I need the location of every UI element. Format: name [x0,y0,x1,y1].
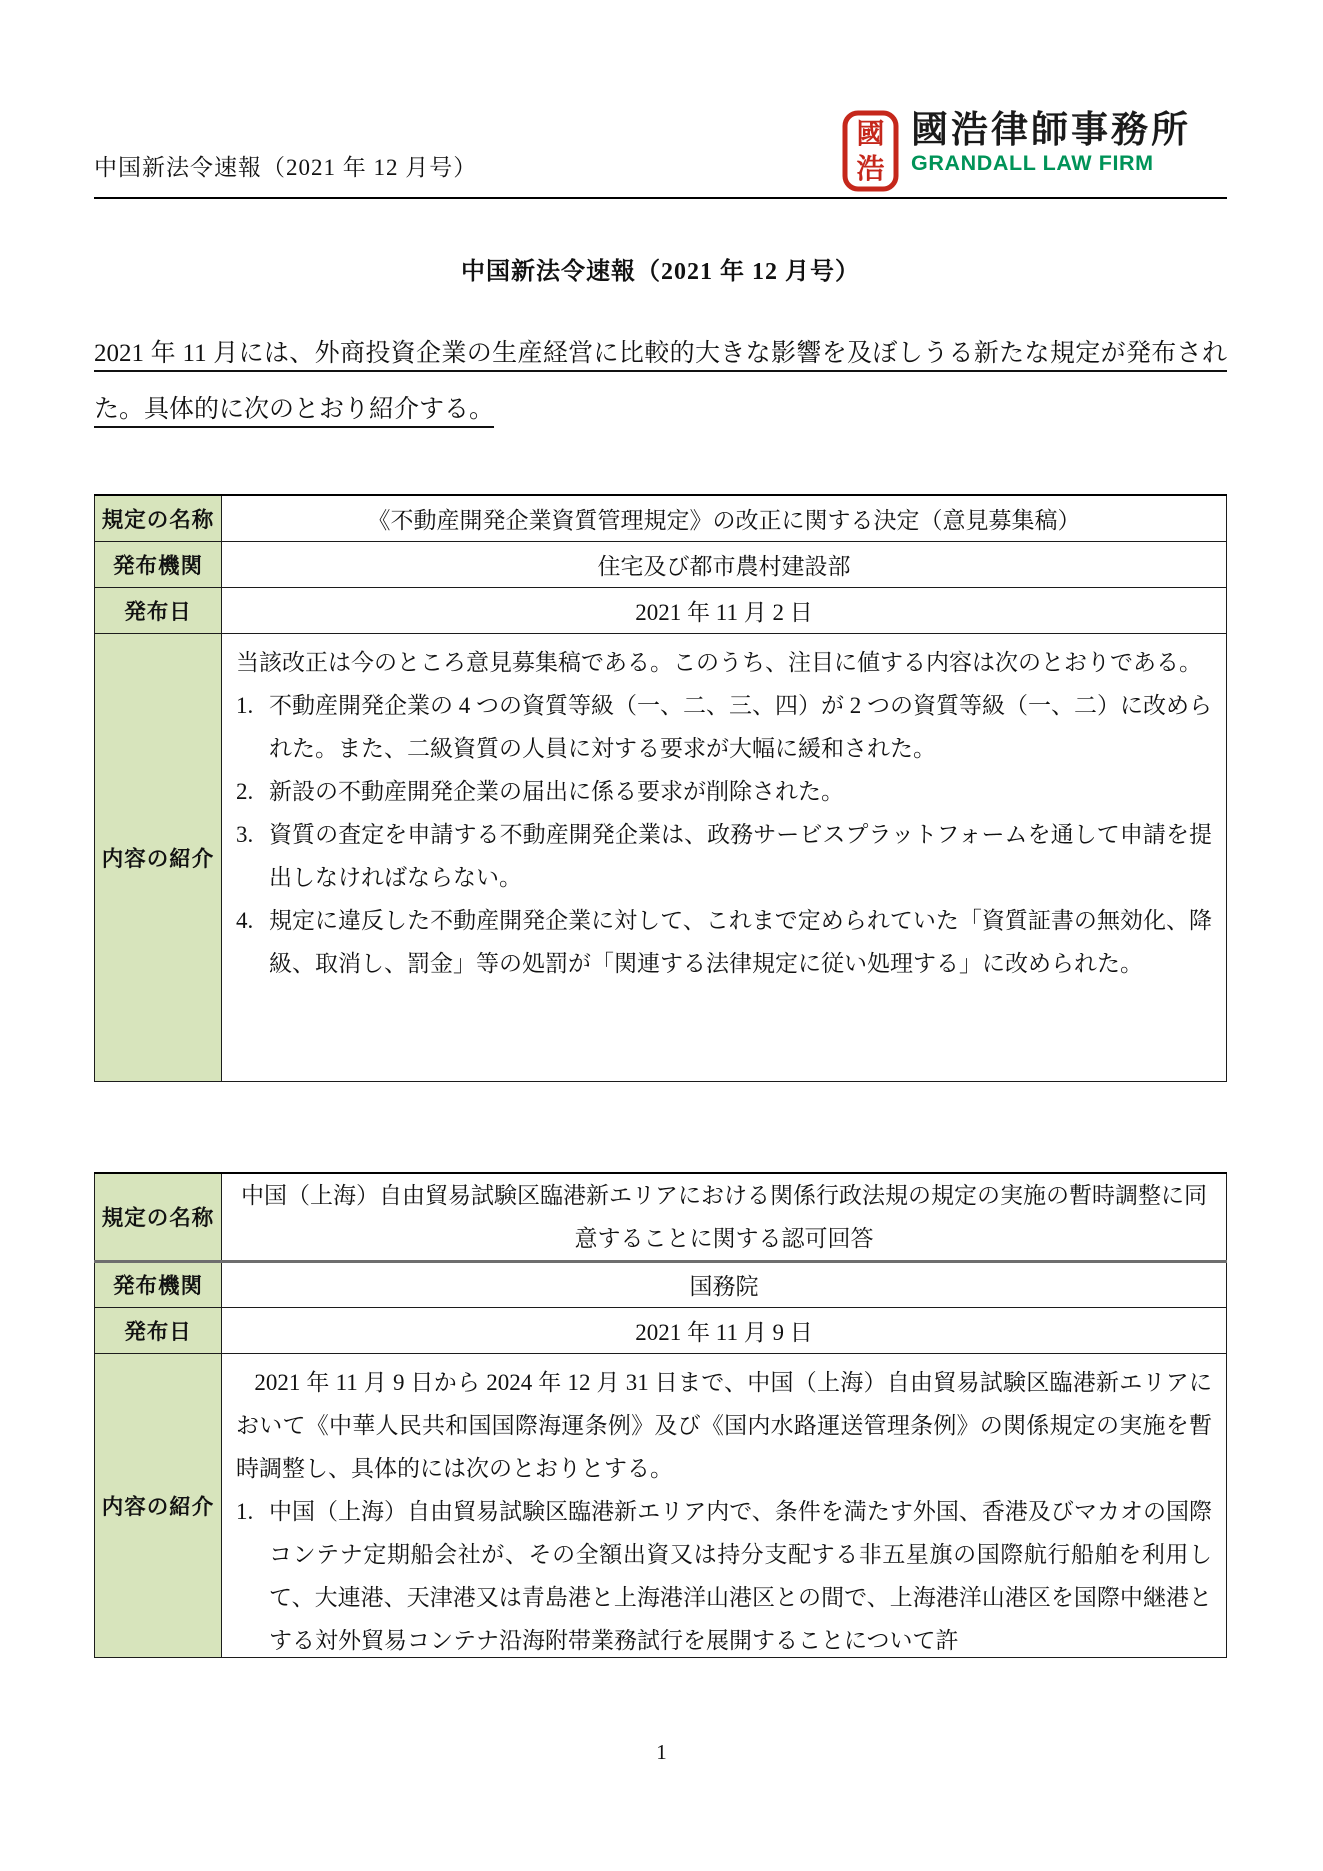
content-text-block [236,641,1212,1081]
firm-seal-icon [842,110,899,192]
field-label-regulation-name: 規定の名称 [95,1173,222,1262]
firm-name-en: GRANDALL LAW FIRM [911,150,1154,175]
content-intro-paragraph: 当該改正は今のところ意見募集稿である。このうち、注目に値する内容は次のとおりである。 [236,649,1202,675]
list-item [236,899,1212,985]
table-row [95,495,1227,541]
list-item [236,684,1212,770]
page-title: 中国新法令速報（2021 年 12 月号） [461,259,860,285]
firm-name-cjk: 國浩律師事務所 [911,109,1191,150]
list-item-number: 3. [236,821,254,847]
field-label-regulation-name: 規定の名称 [95,495,222,541]
list-item-text: 規定に違反した不動産開発企業に対して、これまで定められていた「資質証書の無効化、降級、取消し、罰金」等の処罰が「関連する法律規定に従い処理する」に改められた。 [269,907,1212,976]
seal-char-bottom: 浩 [856,154,885,185]
content-text-block [236,1361,1212,1657]
seal-char-top: 國 [856,119,885,150]
table-row [95,633,1227,1081]
list-item-number: 4. [236,907,254,933]
regulation-table-2 [94,1172,1227,1658]
table-row [95,541,1227,587]
field-label-issuing-agency: 発布機関 [95,1261,222,1307]
list-item-number: 2. [236,778,254,804]
field-value-content [222,633,1227,1081]
content-intro-paragraph: 2021 年 11 月 9 日から 2024 年 12 月 31 日まで、中国（上海）自由貿易試験区臨港新エリアにおいて《中華人民共和国国際海運条例》及び《国内水路運送管理条例》の関係規定の実施を暫時調整し、具体的には次のとおりとする。 [236,1369,1212,1481]
field-label-issue-date: 発布日 [95,1307,222,1353]
field-value-regulation-name: 《不動産開発企業資質管理規定》の改正に関する決定（意見募集稿） [222,495,1227,541]
intro-paragraph: 2021 年 11 月には、外商投資企業の生産経営に比較的大きな影響を及ぼしうる新たな規定が発布された。具体的に次のとおり紹介する。 [94,340,1227,423]
field-value-issuing-agency: 住宅及び都市農村建設部 [222,541,1227,587]
table-row [95,1307,1227,1353]
table-row [95,587,1227,633]
table-row [95,1353,1227,1657]
field-label-content: 内容の紹介 [95,1353,222,1657]
field-label-issue-date: 発布日 [95,587,222,633]
list-item [236,1490,1212,1657]
page-number: 1 [656,1740,667,1764]
field-label-content: 内容の紹介 [95,633,222,1081]
field-value-content [222,1353,1227,1657]
field-value-issuing-agency: 国務院 [222,1261,1227,1307]
list-item-text: 資質の査定を申請する不動産開発企業は、政務サービスプラットフォームを通して申請を提出しなければならない。 [269,821,1212,890]
list-item-text: 新設の不動産開発企業の届出に係る要求が削除された。 [269,778,844,804]
running-header-title: 中国新法令速報（2021 年 12 月号） [94,155,478,180]
field-value-issue-date: 2021 年 11 月 2 日 [222,587,1227,633]
page-header [94,110,1227,192]
firm-logo-text [911,110,1191,176]
list-item-text: 不動産開発企業の 4 つの資質等級（一、二、三、四）が 2 つの資質等級（一、二）に改められた。また、二級資質の人員に対する要求が大幅に緩和された。 [269,692,1212,761]
list-item [236,813,1212,899]
list-item-number: 1. [236,1498,254,1524]
table-row [95,1261,1227,1307]
table-row [95,1173,1227,1262]
regulation-table-1 [94,494,1227,1082]
firm-logo [842,110,1191,192]
field-label-issuing-agency: 発布機関 [95,541,222,587]
header-rule [94,197,1227,199]
field-value-regulation-name: 中国（上海）自由貿易試験区臨港新エリアにおける関係行政法規の規定の実施の暫時調整に同意することに関する認可回答 [222,1173,1227,1262]
list-item [236,770,1212,813]
list-item-number: 1. [236,692,254,718]
list-item-text: 中国（上海）自由貿易試験区臨港新エリア内で、条件を満たす外国、香港及びマカオの国際コンテナ定期船会社が、その全額出資又は持分支配する非五星旗の国際航行船舶を利用して、大連港、天津港又は青島港と上海港洋山港区との間で、上海港洋山港区を国際中継港とする対外貿易コンテナ沿海附帯業務試行を展開することについて許 [269,1498,1212,1653]
field-value-issue-date: 2021 年 11 月 9 日 [222,1307,1227,1353]
